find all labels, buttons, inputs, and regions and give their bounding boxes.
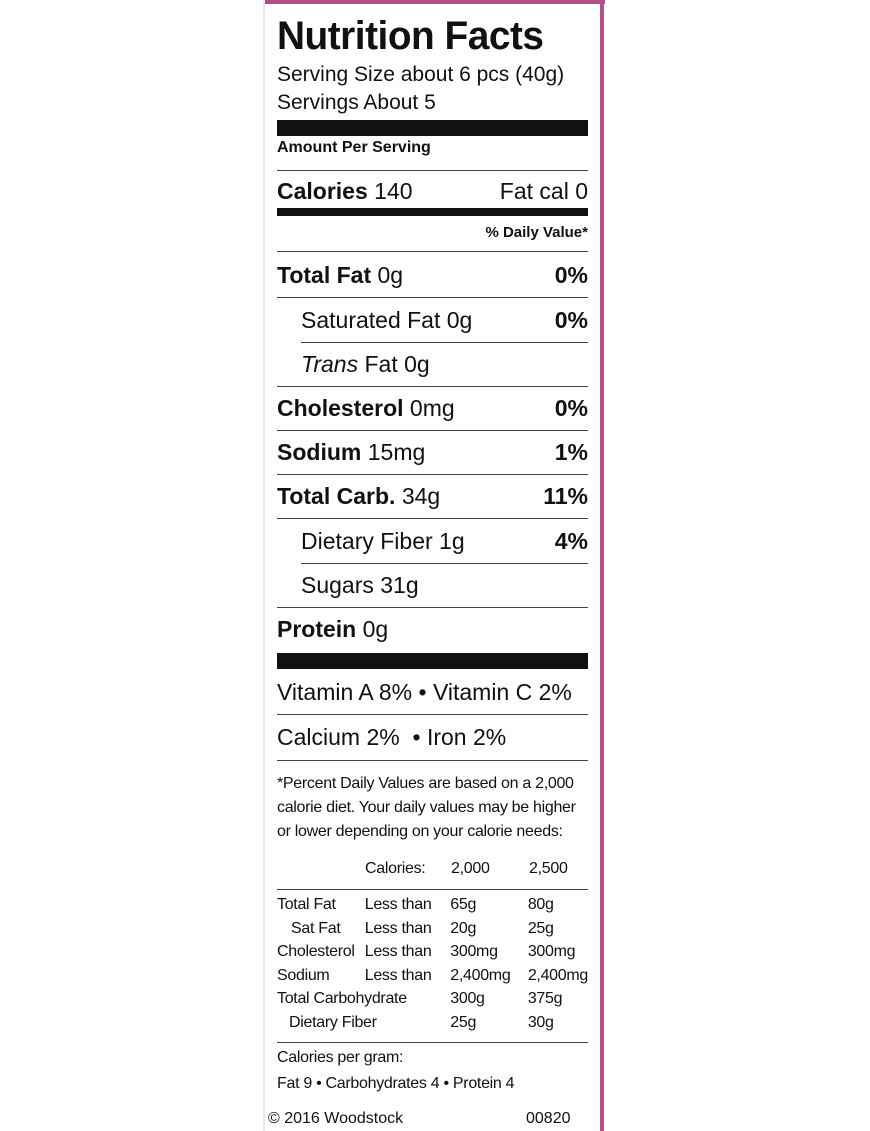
divider [301, 563, 588, 564]
daily-values-table [277, 857, 588, 881]
daily-values-table-body [277, 893, 588, 1034]
servings-per-container: Servings About 5 [277, 91, 436, 114]
serving-size: Serving Size about 6 pcs (40g) [277, 63, 565, 86]
nutrient-name: Saturated Fat [301, 307, 441, 333]
package-code: 00820 [526, 1110, 571, 1127]
nutrient-row-dietary-fiber [277, 525, 588, 557]
nutrient-row-cholesterol [277, 392, 588, 424]
package-edge [263, 0, 265, 1131]
nutrient-name: Total Carb. [277, 483, 396, 509]
dv-cell: 20g [450, 919, 477, 937]
dv-cell: 65g [450, 896, 477, 913]
dv-cell: 80g [527, 896, 554, 913]
nutrient-dv: 4% [554, 528, 588, 554]
dv-cell: 300mg [450, 943, 498, 960]
nutrient-name: Sodium [277, 439, 362, 465]
divider [277, 607, 588, 608]
table-row [277, 964, 588, 988]
calories-row [277, 176, 588, 206]
thick-divider [277, 120, 588, 136]
divider [277, 518, 588, 519]
footnote: *Percent Daily Values are based on a 2,000 calorie diet. Your daily values may be higher or lower depending on your calorie needs: [277, 775, 576, 840]
iron: Iron 2% [426, 724, 507, 750]
table-row [277, 1011, 588, 1035]
nutrient-name: Cholesterol [277, 395, 404, 421]
calories-value: 140 [374, 178, 413, 204]
thick-divider [277, 653, 588, 669]
nutrient-amount: 34g [401, 483, 441, 509]
dv-cell [277, 857, 365, 881]
nutrient-row-protein [277, 613, 588, 645]
label-title: Nutrition Facts [277, 14, 544, 58]
calories-label: Calories [277, 178, 368, 204]
table-row [277, 940, 588, 964]
dv-cell: 30g [527, 1013, 554, 1031]
dv-cell: Dietary Fiber [289, 1013, 377, 1031]
vitamins-row-2 [277, 721, 588, 753]
nutrition-label [268, 6, 596, 1131]
nutrient-name: Sugars [301, 572, 374, 598]
nutrient-name: Protein [277, 616, 357, 642]
divider [277, 251, 588, 252]
nutrient-name: Total Fat [277, 262, 372, 288]
nutrient-name: Dietary Fiber [301, 528, 433, 554]
vitamin-c: Vitamin C 2% [432, 679, 572, 705]
dv-cell: 2,500 [529, 860, 568, 877]
divider [277, 386, 588, 387]
dv-cell: Sat Fat [291, 919, 341, 937]
nutrient-amount: 0mg [409, 395, 455, 421]
nutrient-amount: 1g [439, 528, 465, 554]
dv-cell: 2,000 [451, 860, 490, 877]
dv-cell: Less than [364, 919, 432, 937]
calcium: Calcium 2% [277, 724, 400, 750]
dv-cell: 2,400mg [450, 966, 511, 984]
nutrient-amount: 15mg [367, 439, 426, 465]
dv-cell: Less than [364, 896, 432, 913]
nutrient-row-saturated-fat [277, 304, 588, 336]
fat-calories: Fat cal 0 [499, 178, 588, 204]
daily-value-header: % Daily Value* [485, 224, 588, 241]
table-row [277, 893, 588, 917]
nutrient-row-trans-fat [277, 348, 588, 380]
dv-cell: Total Carbohydrate [277, 990, 407, 1007]
divider [277, 297, 588, 298]
nutrient-name-suffix: Fat [364, 351, 398, 377]
nutrient-row-total-carb [277, 480, 588, 512]
nutrient-dv: 0% [554, 395, 588, 421]
nutrient-dv: 1% [554, 439, 588, 465]
dv-cell: 25g [450, 1013, 477, 1031]
dv-cell: Sodium [277, 966, 330, 984]
dv-cell: 2,400mg [527, 966, 588, 984]
calories-per-gram: Fat 9 • Carbohydrates 4 • Protein 4 [277, 1075, 515, 1092]
vitamin-a: Vitamin A 8% [277, 679, 413, 705]
nutrient-amount: 31g [380, 572, 419, 598]
nutrient-amount: 0g [362, 616, 389, 642]
table-row [277, 987, 588, 1011]
bullet: • [412, 724, 421, 750]
nutrient-dv: 0% [554, 262, 588, 288]
dv-cell: Calories: [365, 860, 426, 877]
nutrient-dv: 11% [543, 483, 588, 509]
dv-cell: 300g [450, 990, 485, 1007]
divider [277, 170, 588, 171]
nutrient-amount: 0g [446, 307, 473, 333]
medium-divider [277, 208, 588, 216]
dv-cell: Total Fat [277, 896, 336, 913]
divider [277, 760, 588, 761]
package-edge [265, 0, 605, 4]
package-edge [600, 0, 604, 1131]
nutrient-name: Trans [301, 351, 359, 377]
nutrient-row-sugars [277, 569, 588, 601]
nutrient-dv: 0% [554, 307, 588, 333]
bullet: • [418, 679, 427, 705]
divider [277, 714, 588, 715]
dv-table-header [277, 857, 568, 881]
dv-cell: 375g [527, 990, 563, 1007]
vitamins-row-1 [277, 676, 588, 708]
nutrient-row-total-fat [277, 259, 588, 291]
dv-cell: 300mg [527, 943, 576, 960]
copyright: © 2016 Woodstock [268, 1110, 404, 1127]
amount-per-serving: Amount Per Serving [277, 139, 431, 156]
nutrient-amount: 0g [377, 262, 404, 288]
nutrient-row-sodium [277, 436, 588, 468]
dv-cell: Less than [364, 966, 432, 984]
divider [277, 474, 588, 475]
package-footer [268, 1108, 596, 1130]
nutrient-amount: 0g [404, 351, 430, 377]
dv-cell: Cholesterol [277, 943, 355, 960]
dv-cell: Less than [364, 943, 432, 960]
table-row [277, 917, 588, 941]
calories-per-gram-label: Calories per gram: [277, 1049, 404, 1066]
dv-cell: 25g [527, 919, 554, 937]
divider [301, 342, 588, 343]
divider [277, 889, 588, 890]
divider [277, 1042, 588, 1043]
divider [277, 430, 588, 431]
